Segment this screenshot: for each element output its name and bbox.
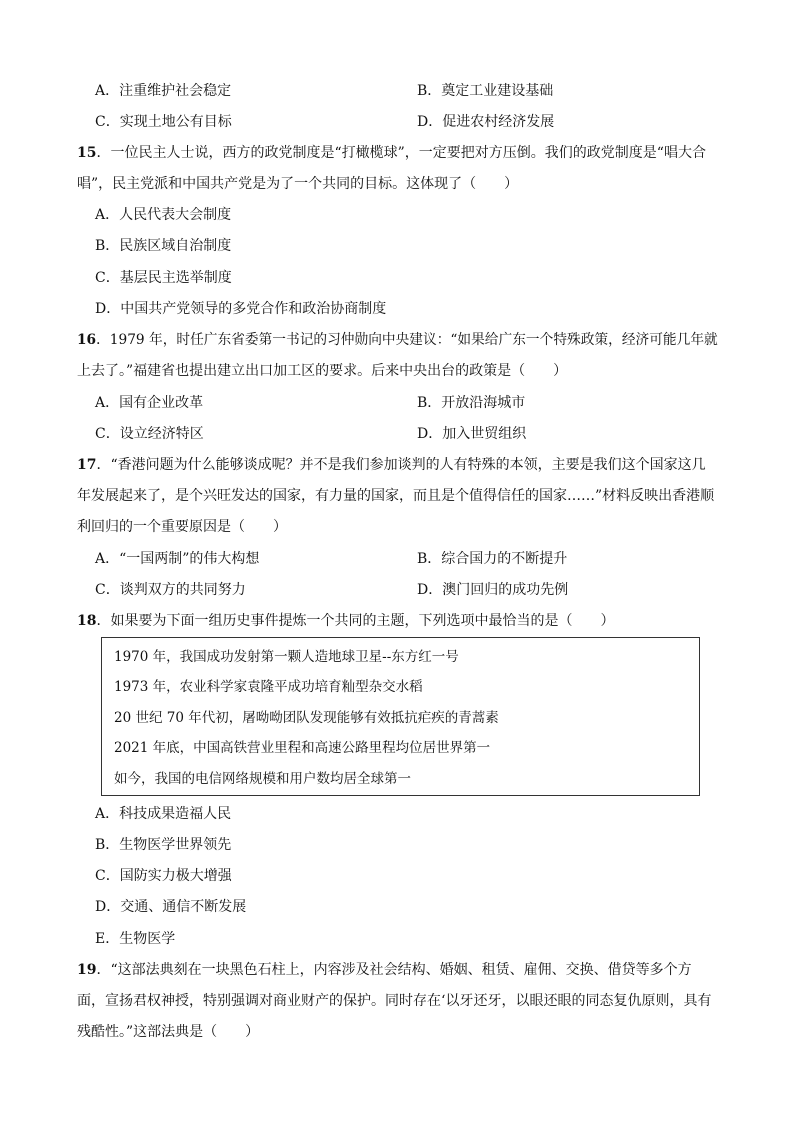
q15-stem-line-1: 15．一位民主人士说，西方的政党制度是“打橄榄球”，一定要把对方压倒。我们的政党制度是“唱大合 bbox=[77, 145, 706, 161]
q15-option-d[interactable]: D．中国共产党领导的多党合作和政治协商制度 bbox=[95, 301, 387, 317]
q17-option-a[interactable]: A．“一国两制”的伟大构想 bbox=[95, 551, 260, 567]
q14-option-b[interactable]: B．奠定工业建设基础 bbox=[417, 83, 554, 99]
q16-option-d[interactable]: D．加入世贸组织 bbox=[417, 426, 527, 442]
q17-option-d[interactable]: D．澳门回归的成功先例 bbox=[417, 582, 569, 598]
q16-option-b[interactable]: B．开放沿海城市 bbox=[417, 395, 526, 411]
q16-option-a[interactable]: A．国有企业改革 bbox=[95, 395, 204, 411]
q16-stem-line-1: 16．1979 年，时任广东省委第一书记的习仲勋向中央建议：“如果给广东一个特殊政策，经济可能几年就 bbox=[77, 332, 718, 348]
q18-option-e[interactable]: E．生物医学 bbox=[95, 931, 176, 947]
q15-stem-line-2: 唱”，民主党派和中国共产党是为了一个共同的目标。这体现了（ ） bbox=[77, 176, 519, 192]
q16-stem-line-2: 上去了。”福建省也提出建立出口加工区的要求。后来中央出台的政策是（ ） bbox=[77, 363, 568, 379]
q18-event: 1973 年，农业科学家袁隆平成功培育籼型杂交水稻 bbox=[114, 679, 423, 695]
q16-number: 16 bbox=[77, 332, 97, 348]
q19-stem-line-3: 残酷性。”这部法典是（ ） bbox=[77, 1024, 260, 1040]
q17-stem-line-3: 利回归的一个重要原因是（ ） bbox=[77, 519, 287, 535]
q16-option-c[interactable]: C．设立经济特区 bbox=[95, 426, 204, 442]
q15-number: 15 bbox=[77, 145, 97, 161]
q18-option-d[interactable]: D．交通、通信不断发展 bbox=[95, 899, 247, 915]
q15-option-b[interactable]: B．民族区域自治制度 bbox=[95, 238, 232, 254]
q17-option-c[interactable]: C．谈判双方的共同努力 bbox=[95, 582, 246, 598]
q18-event: 20 世纪 70 年代初，屠呦呦团队发现能够有效抵抗疟疾的青蒿素 bbox=[114, 710, 499, 726]
q18-number: 18 bbox=[77, 613, 97, 629]
q17-number: 17 bbox=[77, 457, 97, 473]
q18-event: 如今，我国的电信网络规模和用户数均居全球第一 bbox=[114, 771, 411, 787]
q19-number: 19 bbox=[77, 962, 97, 978]
q17-stem-line-2: 年发展起来了，是个兴旺发达的国家，有力量的国家，而且是个值得信任的国家……”材料反映出香港顺 bbox=[77, 488, 715, 504]
q18-events-box bbox=[101, 637, 700, 796]
q14-option-d[interactable]: D．促进农村经济发展 bbox=[417, 114, 555, 130]
q18-option-b[interactable]: B．生物医学世界领先 bbox=[95, 837, 232, 853]
q18-stem-line-1: 18．如果要为下面一组历史事件提炼一个共同的主题，下列选项中最恰当的是（ ） bbox=[77, 613, 615, 629]
q18-event: 1970 年，我国成功发射第一颗人造地球卫星--东方红一号 bbox=[114, 649, 459, 665]
q17-option-b[interactable]: B．综合国力的不断提升 bbox=[417, 551, 568, 567]
q15-option-c[interactable]: C．基层民主选举制度 bbox=[95, 270, 232, 286]
q14-option-a[interactable]: A．注重维护社会稳定 bbox=[95, 83, 232, 99]
q19-stem-line-1: 19．“这部法典刻在一块黑色石柱上，内容涉及社会结构、婚姻、租赁、雇佣、交换、借贷等多个方 bbox=[77, 962, 692, 978]
q17-stem-line-1: 17．“香港问题为什么能够谈成呢？并不是我们参加谈判的人有特殊的本领，主要是我们这个国家这几 bbox=[77, 457, 706, 473]
q18-event: 2021 年底，中国高铁营业里程和高速公路里程均位居世界第一 bbox=[114, 740, 491, 756]
q14-option-c[interactable]: C．实现土地公有目标 bbox=[95, 114, 232, 130]
q15-option-a[interactable]: A．人民代表大会制度 bbox=[95, 207, 232, 223]
q18-option-c[interactable]: C．国防实力极大增强 bbox=[95, 868, 232, 884]
q19-stem-line-2: 面，宣扬君权神授，特别强调对商业财产的保护。同时存在‘以牙还牙，以眼还眼的同态复仇原则，具有 bbox=[77, 993, 712, 1009]
q18-option-a[interactable]: A．科技成果造福人民 bbox=[95, 806, 232, 822]
